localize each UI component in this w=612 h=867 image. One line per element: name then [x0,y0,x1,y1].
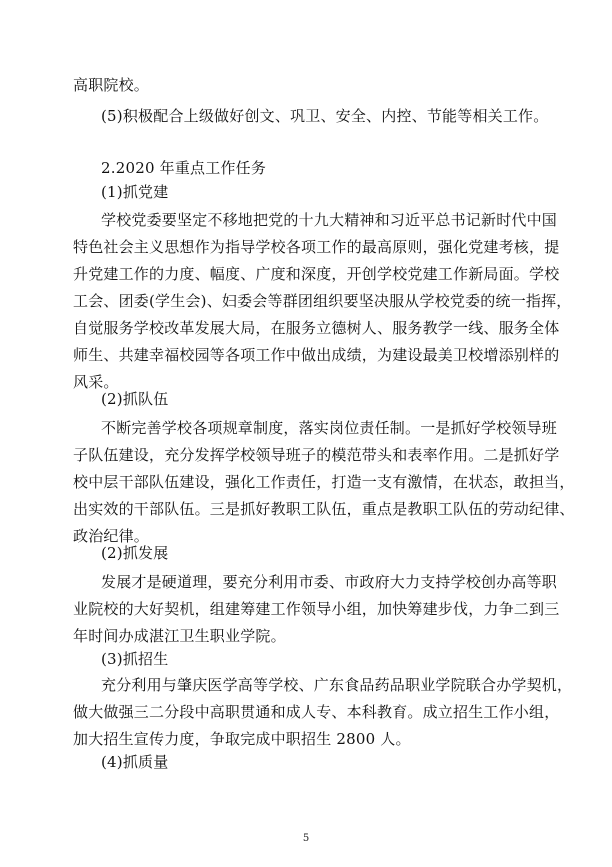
text-line-15: 校中层干部队伍建设，强化工作责任，打造一支有激情，在状态，敢担当， [73,473,575,491]
section-heading: 2.2020 年重点工作任务 [101,159,267,177]
text-line-13: 不断完善学校各项规章制度，落实岗位责任制。一是抓好学校领导班 [101,419,558,437]
text-line-1: 高职院校。 [73,76,150,94]
subheading-development: (2)抓发展 [101,544,169,562]
text-line-11: 风采。 [73,373,119,391]
text-line-25: 加大招生宣传力度，争取完成中职招生 2800 人。 [73,730,411,748]
page-number: 5 [302,833,310,844]
text-line-16: 出实效的干部队伍。三是抓好教职工队伍，重点是教职工队伍的劳动纪律、 [73,500,575,518]
text-line-5: 学校党委要坚定不移地把党的十九大精神和习近平总书记新时代中国 [101,211,558,229]
subheading-quality: (4)抓质量 [101,753,169,771]
text-line-14: 子队伍建设，充分发挥学校领导班子的模范带头和表率作用。二是抓好学 [73,446,560,464]
text-line-6: 特色社会主义思想作为指导学校各项工作的最高原则，强化党建考核，提 [73,238,560,256]
subheading-team: (2)抓队伍 [101,390,169,408]
text-line-9: 自觉服务学校改革发展大局，在服务立德树人、服务教学一线、服务全体 [73,319,560,337]
text-line-21: 年时间办成湛江卫生职业学院。 [73,627,286,645]
text-line-17: 政治纪律。 [73,527,150,545]
text-line-24: 做大做强三二分段中高职贯通和成人专、本科教育。成立招生工作小组， [73,703,560,721]
text-line-10: 师生、共建幸福校园等各项工作中做出成绩，为建设最美卫校增添别样的 [73,346,560,364]
text-line-8: 工会、团委(学生会)、妇委会等群团组织要坚决服从学校党委的统一指挥， [73,292,572,310]
text-line-7: 升党建工作的力度、幅度、广度和深度，开创学校党建工作新局面。学校 [73,265,560,283]
text-line-19: 发展才是硬道理，要充分利用市委、市政府大力支持学校创办高等职 [101,573,558,591]
text-line-20: 业院校的大好契机，组建筹建工作领导小组，加快筹建步伐，力争二到三 [73,600,560,618]
text-line-23: 充分利用与肇庆医学高等学校、广东食品药品职业学院联合办学契机， [101,676,573,694]
subheading-party-building: (1)抓党建 [101,183,169,201]
text-line-2: (5)积极配合上级做好创文、巩卫、安全、内控、节能等相关工作。 [101,107,549,125]
subheading-enrollment: (3)抓招生 [101,650,169,668]
